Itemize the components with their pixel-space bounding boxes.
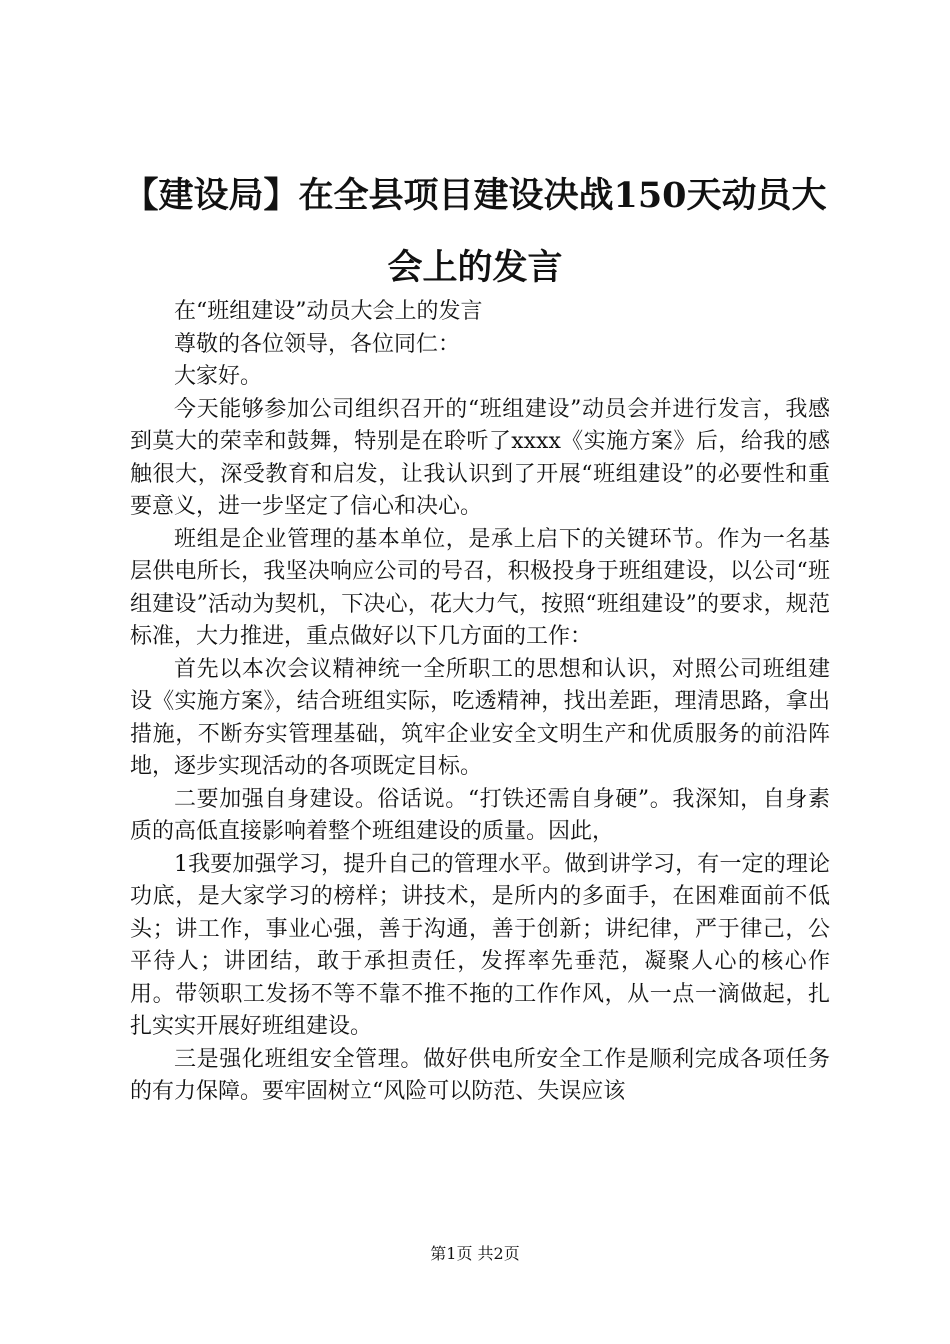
paragraph: 1我要加强学习，提升自己的管理水平。做到讲学习，有一定的理论功底，是大家学习的榜样；讲技术，是所内的多面手，在困难面前不低头；讲工作，事业心强，善于沟通，善于创新；讲纪律，严于律己，公平待人；讲团结，敢于承担责任，发挥率先垂范，凝聚人心的核心作用。带领职工发扬不等不靠不推不拖的工作作风，从一点一滴做起，扎扎实实开展好班组建设。 (130, 851, 830, 1039)
paragraph: 二要加强自身建设。俗话说。“打铁还需自身硬”。我深知，自身素质的高低直接影响着整个班组建设的质量。因此， (130, 786, 830, 844)
paragraph: 班组是企业管理的基本单位，是承上启下的关键环节。作为一名基层供电所长，我坚决响应公司的号召，积极投身于班组建设，以公司“班组建设”活动为契机，下决心，花大力气，按照“班组建设”的要求，规范标准，大力推进，重点做好以下几方面的工作： (130, 526, 830, 649)
paragraph-subtitle: 在“班组建设”动员大会上的发言 (174, 299, 483, 324)
page-number-footer: 第1页 共2页 (430, 1244, 520, 1263)
paragraph-salutation: 尊敬的各位领导，各位同仁： (174, 331, 461, 357)
document-body (130, 296, 830, 1109)
paragraph: 三是强化班组安全管理。做好供电所安全工作是顺利完成各项任务的有力保障。要牢固树立“风险可以防范、失误应该 (130, 1046, 830, 1104)
paragraph: 今天能够参加公司组织召开的“班组建设”动员会并进行发言，我感到莫大的荣幸和鼓舞，特别是在聆听了xxxx《实施方案》后，给我的感触很大，深受教育和启发，让我认识到了开展“班组建设”的必要性和重要意义，进一步坚定了信心和决心。 (130, 396, 830, 519)
document-title: 【建设局】在全县项目建设决战150天动员大会上的发言 (123, 175, 827, 288)
paragraph: 首先以本次会议精神统一全所职工的思想和认识，对照公司班组建设《实施方案》，结合班组实际，吃透精神，找出差距，理清思路，拿出措施，不断夯实管理基础，筑牢企业安全文明生产和优质服务的前沿阵地，逐步实现活动的各项既定目标。 (130, 656, 830, 779)
paragraph-greeting: 大家好。 (174, 364, 263, 389)
